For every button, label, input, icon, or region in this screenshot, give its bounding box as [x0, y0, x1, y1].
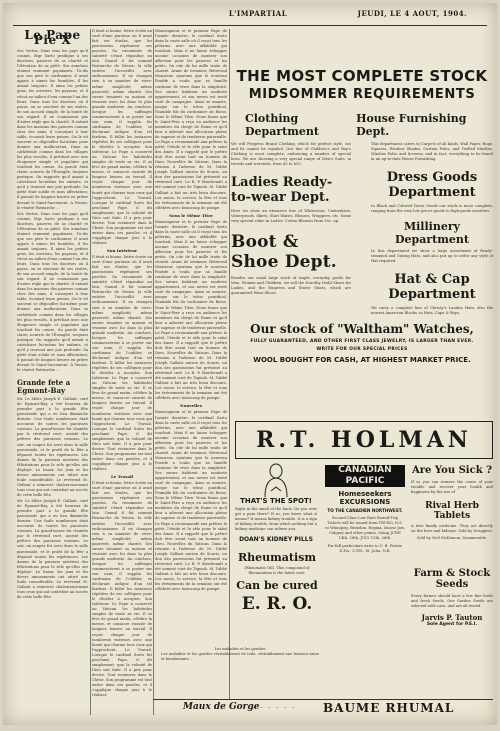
pacific-head: CANADIAN PACIFIC: [325, 465, 405, 487]
boot-text: Besides our usual large stock of staple, everyday goods for Men, Women and Children, we sell the Dorothy Dodd Shoes for Ladies, and the Empress and Stater Shoes, which are guaranteed Wear Shoes.: [231, 276, 351, 295]
house-heading: House Furnishing Dept.: [356, 112, 467, 138]
pacific-ad: [325, 465, 405, 683]
dept-columns: [231, 142, 493, 316]
rheumatism-ad: [235, 551, 319, 643]
paper-name: L'IMPARTIAL: [228, 9, 288, 18]
bottom-dots: · · · · · ·: [253, 705, 296, 712]
left-dept-column: [231, 142, 351, 316]
pills-text: Les maladies et les gouttes véritablement de toile, véritablement une boisson saine et bienfaisante ...: [161, 652, 319, 661]
col2-body-3: Il était si bonne, lettre écrite au curé d'une paroisse où il avait fait ses études, que les paroissiens répétaient ses paroles. Sa renommée de sainteté s'était répandue au loin. Quand il fut nommé Patriarche de Venise, la ville entière l'accueillit avec enthousiasme. Il ne changea rien à sa manière de vivre: même simplicité, même pauvreté, même charité. Ses sœurs tenaient sa maison et vivaient avec lui dans la plus grande modestie. Au conclave, lorsque les suffrages commencèrent à se porter sur son nom, il supplia les cardinaux de l'oublier, se déclarant indigne d'un tel fardeau. Il fallut les instances répétées de ses collègues pour le décider à accepter. Son Intérieur. Le Pape a conservé au Vatican les habitudes simples de toute sa vie. Il se lève de grand matin, célèbre la messe, et consacre ensuite de longues heures au travail. Il reçoit chaque jour de nombreux visiteurs avec une bonté qui charme tous ceux qui l'approchent. Le Travail. Lorsque le cardinal Sarto fut proclamé Pape, il dit simplement: que la volonté de Dieu soit faite. Il a pris pour devise: Tout restaurer dans le Christ. Son programme est tout entier dans ces paroles, et il s'applique chaque jour à le réaliser.: [92, 481, 152, 698]
spot-illustration: [235, 463, 317, 497]
pills-ad: [161, 647, 319, 697]
egmont-body: Mr. Le Miles Joseph E. Gallant, curé de Egmont-Bay, a été heureux de prendre part à la grande fête paroissiale qui a eu lieu dimanche dernier. Une foule nombreuse était accourue de toutes les paroisses voisines. La grand'messe fut chantée par le révérend curé, assisté des prêtres des paroisses voisines. Le soir, un souper fut servi dans la salle paroissiale, et le profit de la fête a dépassé toutes les espérances. Les dames de la paroisse méritent des félicitations pour le zèle qu'elles ont déployé. Le bazar, les jeux et les divers amusements ont attiré une foule considérable. Le révérend M. Gallant a remercié chaleureusement tous ceux qui ont contribué au succès de cette belle fête.: [17, 397, 88, 497]
sick-note: A true family medicine. They act directly on the liver and kidneys. Sold by Druggists.: [411, 524, 493, 533]
bottom-right-text: BAUME RHUMAL: [323, 701, 455, 715]
pacific-head2: Homeseekers EXCURSIONS: [338, 490, 392, 506]
waltham-title: Our stock of "Waltham" Watches,: [250, 322, 474, 336]
col3-subhead-1: Sous le Même Titre: [169, 212, 213, 218]
column-3: [155, 29, 227, 717]
spot-brand: DOAN'S KIDNEY PILLS: [239, 536, 313, 543]
clothing-text: We will Progress Brand Clothing, which for perfect style, cut and fit cannot be equaled. Our line of Children's and Boy's Clothing is most complete, embracing a number of special lines. We are showing a very special range of Men's Suits, in tweeds and worsteds, from $5 to $15.: [231, 142, 351, 166]
bottom-advert-bar: [153, 699, 493, 714]
col2-subhead-1: Son Intérieur: [106, 248, 138, 254]
rheumatism-title: Rheumatism: [238, 551, 316, 564]
column-divider: [153, 29, 154, 715]
clothing-heading: Clothing Department: [245, 112, 319, 138]
boot-heading: Boot & Shoe Dept.: [231, 232, 337, 272]
sick-brand: Rival Herb Tablets: [425, 501, 479, 521]
stock-title: THE MOST COMPLETE STOCK: [236, 67, 488, 85]
column-divider: [229, 29, 230, 699]
pacific-head3: TO THE CANADIEN NORTHWEST.: [327, 508, 403, 513]
hat-text: We carry a complete line of Christy's London Hats, also the newest American Blocks, in Hats, Caps & Boys.: [371, 306, 493, 315]
sick-ad: [411, 465, 493, 565]
farm-ad: [411, 568, 493, 690]
col2-subhead-2: Le Travail: [110, 474, 134, 480]
sick-text: If so you can remove the cause of your trouble and recover your health and happiness by the use of: [411, 480, 493, 494]
article-title: Le Pape Pie X: [24, 28, 81, 48]
article-body-continued: Ses Vertus. Dans tous les pays qu'il connut, Mgr Sarto prodigue à ses diocèses, pauvres de sa charité et l'élévation de sa piété. Ses aumônes étaient vraiment populaires. Tu-dis que son père le cordonnier, il avait appris à aimer les humbles, il les aimait toujours. Il aima les petites gens, les ouvriers, les paysans, et il vécut au milieu d'eux comme l'un des leurs. Dans tous les diocèses où il passa, on se souvient de ses visites, de son accueil simple, de la bonté de son regard. Il ne connaissait pas d'autre règle que la charité. Il entrait dans les maisons des pauvres comme chez des amis, il s'asseyait à leur table, écoutait leurs peines. On le vit souvent se dépouiller lui-même pour donner aux malheureux. Dans sa cathédrale comme dans les villages les plus reculés, il prêchait avec une éloquence simple et populaire qui touchait les cœurs. Sa parole était claire, nourrie de l'Évangile, toujours pratique. On rapporte qu'il aimait à catéchiser lui-même les enfants, et qu'il y trouvait une joie profonde. Sa piété était solide et sans affectation; il passait de longues heures en prière devant le Saint-Sacrement. A Venise, le vénéré Patriarche ...: [17, 211, 88, 373]
dress-text: In Black and Colored Dress Goods our stock is most complete, ranging from the very low prices goods to high-grade novelties.: [371, 204, 493, 213]
masthead-rule: [13, 25, 487, 26]
pacific-contact: For full particulars write to C. B. Foster, D.P.A., C.P.R., St. John, N.B.: [327, 544, 403, 553]
pacific-text: Second-Class Low Rate Round-Trip Tickets will be issued from TRURO, N.S. to Winnipeg, Brandon, Regina, Moose Jaw, Calgary and other points. Going JUNE 14th, 28th, JULY 12th, 26th.: [325, 516, 405, 540]
rheumatism-text: (Rheumatic Oil). This compound of Rheumatism is the latest cure.: [244, 566, 310, 575]
back-pain-figure-icon: [235, 463, 317, 497]
column-divider: [90, 29, 91, 715]
ladies-text: Here we show an extensive line of Whitewear, Underskirts, Waterproofs, Skirts, Shirt Waists, Blouses, Wrappers, etc. Some very special value in Ladies' Cotton Blouses from 50c. up.: [231, 209, 351, 223]
holman-name: R.T. HOLMAN: [256, 427, 472, 453]
col2-body-2: Il était si bonne, lettre écrite au curé d'une paroisse où il avait fait ses études, que les paroissiens répétaient ses paroles. Sa renommée de sainteté s'était répandue au loin. Quand il fut nommé Patriarche de Venise, la ville entière l'accueillit avec enthousiasme. Il ne changea rien à sa manière de vivre: même simplicité, même pauvreté, même charité. Ses sœurs tenaient sa maison et vivaient avec lui dans la plus grande modestie. Au conclave, lorsque les suffrages commencèrent à se porter sur son nom, il supplia les cardinaux de l'oublier, se déclarant indigne d'un tel fardeau. Il fallut les instances répétées de ses collègues pour le décider à accepter. Son Intérieur. Le Pape a conservé au Vatican les habitudes simples de toute sa vie. Il se lève de grand matin, célèbre la messe, et consacre ensuite de longues heures au travail. Il reçoit chaque jour de nombreux visiteurs avec une bonté qui charme tous ceux qui l'approchent. Le Travail. Lorsque le cardinal Sarto fut proclamé Pape, il dit simplement: que la volonté de Dieu soit faite. Il a pris pour devise: Tout restaurer dans le Christ. Son programme est tout entier dans ces paroles, et il s'applique chaque jour à le réaliser.: [92, 255, 152, 472]
wool-line: WOOL BOUGHT FOR CASH, AT HIGHEST MARKET PRICE.: [253, 356, 471, 364]
masthead: [43, 9, 467, 23]
farm-dealer: Jarvis P. Tauton: [421, 613, 483, 622]
right-dept-column: [371, 142, 493, 316]
newspaper-page: [3, 3, 497, 725]
col3-subhead-2: Nouvelles: [180, 403, 202, 409]
col3-body-3: Monseigneur et le premier Pape de l'année dernière, le cardinal Sarto dans la vaste salle où il reçut tous les pèlerins, avec une affabilité qui touchait. Mais il ne laisse échapper aucune occasion de montrer son affection pour les pauvres et les petits. On cite de lui mille traits de charité. Avant de terminer, Révérend Monsieur, ajoutons que le nouveau Pontife a voulu que sa famille continue de vivre dans la simplicité. Ses sœurs habitent un modeste appartement, et son neveu est resté curé de campagne. Ainsi se montre, jusque sur le trône pontifical, l'humble fils du cordonnier de Riese. Sous le Même Titre. Nous lisons que le Saint-Père a reçu en audience les membres du clergé de Rome et qu'il leur a adressé une allocution pleine de sagesse et de tendresse paternelle. Le Pape a recommandé aux prêtres la piété, l'étude et le zèle pour le salut des âmes. Il a rappelé que le prêtre doit être avant tout un homme de Dieu. Nouvelles du Vatican. Dans la réunion à l'adresse de M. l'abbé Joseph Gallant ancien de Souris, un don des paroissiens fut présenté au révérend curé. Le R. P. Boudreault a été nommé curé de Tignish. M. l'abbé Gallant a fait un très beau discours. Les noces, le service, la fête et tous les événements de la semaine ont été célébrés avec beaucoup de pompe.: [155, 410, 227, 592]
farm-dealer-sub: Sole Agent for P.E.I.: [426, 622, 478, 627]
waltham-sub: FULLY GUARANTEED, AND OTHER FIRST CLASS JEWELRY, IS LARGER THAN EVER.: [250, 339, 474, 344]
ladies-heading: Ladies Ready-to-wear Dept.: [231, 175, 333, 205]
col2-body: Il était si bonne, lettre écrite au curé d'une paroisse où il avait fait ses études, que les paroissiens répétaient ses paroles. Sa renommée de sainteté s'était répandue au loin. Quand il fut nommé Patriarche de Venise, la ville entière l'accueillit avec enthousiasme. Il ne changea rien à sa manière de vivre: même simplicité, même pauvreté, même charité. Ses sœurs tenaient sa maison et vivaient avec lui dans la plus grande modestie. Au conclave, lorsque les suffrages commencèrent à se porter sur son nom, il supplia les cardinaux de l'oublier, se déclarant indigne d'un tel fardeau. Il fallut les instances répétées de ses collègues pour le décider à accepter. Son Intérieur. Le Pape a conservé au Vatican les habitudes simples de toute sa vie. Il se lève de grand matin, célèbre la messe, et consacre ensuite de longues heures au travail. Il reçoit chaque jour de nombreux visiteurs avec une bonté qui charme tous ceux qui l'approchent. Le Travail. Lorsque le cardinal Sarto fut proclamé Pape, il dit simplement: que la volonté de Dieu soit faite. Il a pris pour devise: Tout restaurer dans le Christ. Son programme est tout entier dans ces paroles, et il s'applique chaque jour à le réaliser.: [92, 29, 152, 245]
house-text: This department caters to Carpets of all kinds, Wall Paper, Rugs, Squares, Window Shades, Curtain Poles, and Twilled Muslins, Window Poles and Screens, and in fact, everything to be found in an up-to-date House Furnishing.: [371, 142, 493, 161]
rheumatism-sub: Can be cured: [236, 579, 318, 592]
millinery-heading: Millinery Department: [395, 220, 469, 246]
holman-banner: [235, 421, 493, 459]
egmont-body-continued: Mr. Le Miles Joseph E. Gallant, curé de Egmont-Bay, a été heureux de prendre part à la grande fête paroissiale qui a eu lieu dimanche dernier. Une foule nombreuse était accourue de toutes les paroisses voisines. La grand'messe fut chantée par le révérend curé, assisté des prêtres des paroisses voisines. Le soir, un souper fut servi dans la salle paroissiale, et le profit de la fête a dépassé toutes les espérances. Les dames de la paroisse méritent des félicitations pour le zèle qu'elles ont déployé. Le bazar, les jeux et les divers amusements ont attiré une foule considérable. Le révérend M. Gallant a remercié chaleureusement tous ceux qui ont contribué au succès de cette belle fête.: [17, 499, 88, 599]
column-2: [92, 29, 152, 698]
pills-title: Les maladies et les gouttes: [214, 647, 266, 651]
col3-body-2: Monseigneur et le premier Pape de l'année dernière, le cardinal Sarto dans la vaste salle où il reçut tous les pèlerins, avec une affabilité qui touchait. Mais il ne laisse échapper aucune occasion de montrer son affection pour les pauvres et les petits. On cite de lui mille traits de charité. Avant de terminer, Révérend Monsieur, ajoutons que le nouveau Pontife a voulu que sa famille continue de vivre dans la simplicité. Ses sœurs habitent un modeste appartement, et son neveu est resté curé de campagne. Ainsi se montre, jusque sur le trône pontifical, l'humble fils du cordonnier de Riese. Sous le Même Titre. Nous lisons que le Saint-Père a reçu en audience les membres du clergé de Rome et qu'il leur a adressé une allocution pleine de sagesse et de tendresse paternelle. Le Pape a recommandé aux prêtres la piété, l'étude et le zèle pour le salut des âmes. Il a rappelé que le prêtre doit être avant tout un homme de Dieu. Nouvelles du Vatican. Dans la réunion à l'adresse de M. l'abbé Joseph Gallant ancien de Souris, un don des paroissiens fut présenté au révérend curé. Le R. P. Boudreault a été nommé curé de Tignish. M. l'abbé Gallant a fait un très beau discours. Les noces, le service, la fête et tous les événements de la semaine ont été célébrés avec beaucoup de pompe.: [155, 219, 227, 401]
spot-text: Right in the small of the back. Do you ever get a pain there? If so, you know what it means? It means kidney trouble. It is a sign of kidney trouble, from which nothing but a kidney medicine can relieve you.: [235, 507, 317, 531]
dept-headings: [231, 112, 493, 138]
spot-title: THAT'S THE SPOT!: [240, 497, 312, 505]
hat-heading: Hat & Cap Department: [388, 272, 476, 302]
dress-heading: Dress Goods Department: [386, 170, 478, 200]
bottom-left-text: Maux de Gorge: [183, 702, 260, 712]
issue-date: JEUDI, LE 4 AOUT, 1904.: [357, 9, 467, 18]
egmont-title: Grande fete a Egmont-Bay: [17, 378, 71, 396]
farm-text: Every farmer should have a few fine fowls and fresh Seeds. Our Garden Seeds are selected with care, and are all tested.: [411, 594, 493, 608]
farm-title: Farm & Stock Seeds: [413, 568, 491, 590]
stock-subtitle: MIDSOMMER REQUIREMENTS: [248, 87, 476, 102]
col3-body: Monseigneur et le premier Pape de l'année dernière, le cardinal Sarto dans la vaste salle où il reçut tous les pèlerins, avec une affabilité qui touchait. Mais il ne laisse échapper aucune occasion de montrer son affection pour les pauvres et les petits. On cite de lui mille traits de charité. Avant de terminer, Révérend Monsieur, ajoutons que le nouveau Pontife a voulu que sa famille continue de vivre dans la simplicité. Ses sœurs habitent un modeste appartement, et son neveu est resté curé de campagne. Ainsi se montre, jusque sur le trône pontifical, l'humble fils du cordonnier de Riese. Sous le Même Titre. Nous lisons que le Saint-Père a reçu en audience les membres du clergé de Rome et qu'il leur a adressé une allocution pleine de sagesse et de tendresse paternelle. Le Pape a recommandé aux prêtres la piété, l'étude et le zèle pour le salut des âmes. Il a rappelé que le prêtre doit être avant tout un homme de Dieu. Nouvelles du Vatican. Dans la réunion à l'adresse de M. l'abbé Joseph Gallant ancien de Souris, un don des paroissiens fut présenté au révérend curé. Le R. P. Boudreault a été nommé curé de Tignish. M. l'abbé Gallant a fait un très beau discours. Les noces, le service, la fête et tous les événements de la semaine ont été célébrés avec beaucoup de pompe.: [155, 29, 227, 210]
waltham-prices: WRITE FOR OUR SPECIAL PRICES: [316, 347, 408, 352]
sick-seller: Sold by Neil McKinnon, Summerside.: [416, 536, 488, 540]
stock-advertisement: [231, 67, 493, 467]
sick-title: Are You Sick ?: [412, 465, 492, 476]
article-body: Ses Vertus. Dans tous les pays qu'il connut, Mgr Sarto prodigue à ses diocèses, pauvres de sa charité et l'élévation de sa piété. Ses aumônes étaient vraiment populaires. Tu-dis que son père le cordonnier, il avait appris à aimer les humbles, il les aimait toujours. Il aima les petites gens, les ouvriers, les paysans, et il vécut au milieu d'eux comme l'un des leurs. Dans tous les diocèses où il passa, on se souvient de ses visites, de son accueil simple, de la bonté de son regard. Il ne connaissait pas d'autre règle que la charité. Il entrait dans les maisons des pauvres comme chez des amis, il s'asseyait à leur table, écoutait leurs peines. On le vit souvent se dépouiller lui-même pour donner aux malheureux. Dans sa cathédrale comme dans les villages les plus reculés, il prêchait avec une éloquence simple et populaire qui touchait les cœurs. Sa parole était claire, nourrie de l'Évangile, toujours pratique. On rapporte qu'il aimait à catéchiser lui-même les enfants, et qu'il y trouvait une joie profonde. Sa piété était solide et sans affectation; il passait de longues heures en prière devant le Saint-Sacrement. A Venise, le vénéré Patriarche ...: [17, 49, 88, 210]
rheumatism-product: E. R. O.: [241, 594, 313, 614]
millinery-text: In this department we show a large assortment of Ready-trimmed and Outing Hats, and also put up to order any style of Hat required.: [371, 249, 493, 263]
column-1: [17, 29, 88, 709]
